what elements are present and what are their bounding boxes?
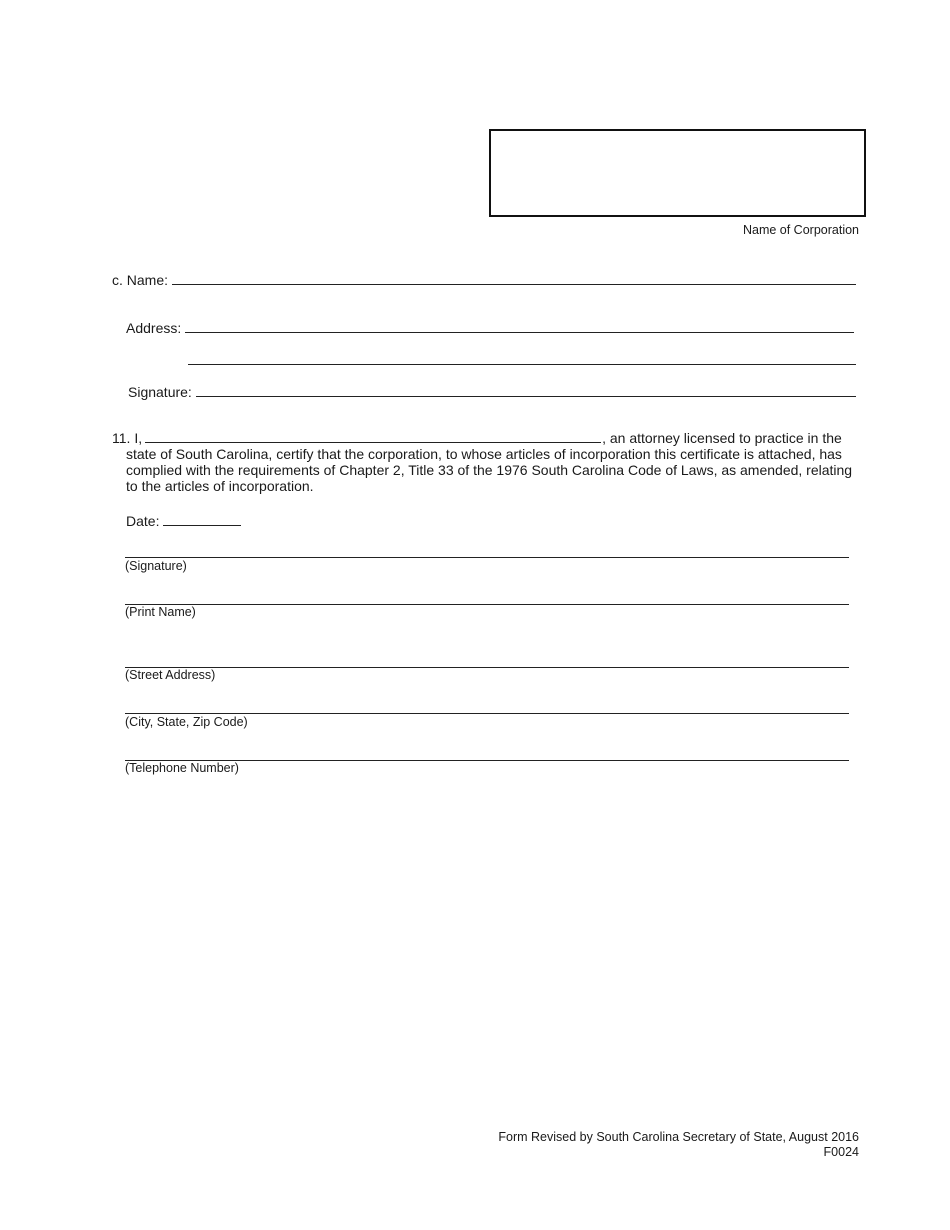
cert-body-text: state of South Carolina, certify that the corporation, to whose articles of incorporation this certificate is attached, has complied with the requirements of Chapter 2, Title 33 of the 1976 South Carolina Code of Laws, as amended, relating to the articles of incorporation. (126, 446, 853, 494)
name-input-line[interactable] (172, 270, 856, 285)
city-state-zip-line[interactable] (125, 713, 849, 714)
print-name-caption: (Print Name) (125, 605, 196, 619)
name-field-row (112, 268, 856, 288)
signature-caption: (Signature) (125, 559, 187, 573)
attorney-certification (112, 430, 857, 494)
date-label: Date: (126, 513, 160, 529)
telephone-caption: (Telephone Number) (125, 761, 239, 775)
date-field-row (126, 511, 241, 529)
signature-input-line[interactable] (196, 382, 856, 397)
signature-label: Signature: (128, 384, 192, 400)
form-footer (498, 1130, 859, 1160)
date-input-line[interactable] (163, 511, 241, 526)
city-state-zip-caption: (City, State, Zip Code) (125, 715, 248, 729)
print-name-line[interactable] (125, 604, 849, 605)
revision-note: Form Revised by South Carolina Secretary of State, August 2016 (498, 1130, 859, 1144)
corporation-name-box[interactable] (489, 129, 866, 217)
street-address-line[interactable] (125, 667, 849, 668)
name-label: c. Name: (112, 272, 169, 288)
corporation-name-caption: Name of Corporation (742, 223, 859, 237)
street-address-caption: (Street Address) (125, 668, 216, 682)
cert-line1-suffix: , an attorney licensed to practice in the (602, 430, 842, 446)
address-label: Address: (126, 320, 182, 336)
address-field-row (126, 316, 854, 336)
address-input-line-1[interactable] (185, 318, 854, 333)
address-input-line-2[interactable] (188, 364, 856, 365)
attorney-name-input-line[interactable] (145, 430, 601, 443)
form-id: F0024 (823, 1145, 859, 1159)
signature-field-row (128, 380, 856, 400)
attorney-signature-line[interactable] (125, 557, 849, 558)
cert-prefix: 11. I, (112, 430, 143, 446)
